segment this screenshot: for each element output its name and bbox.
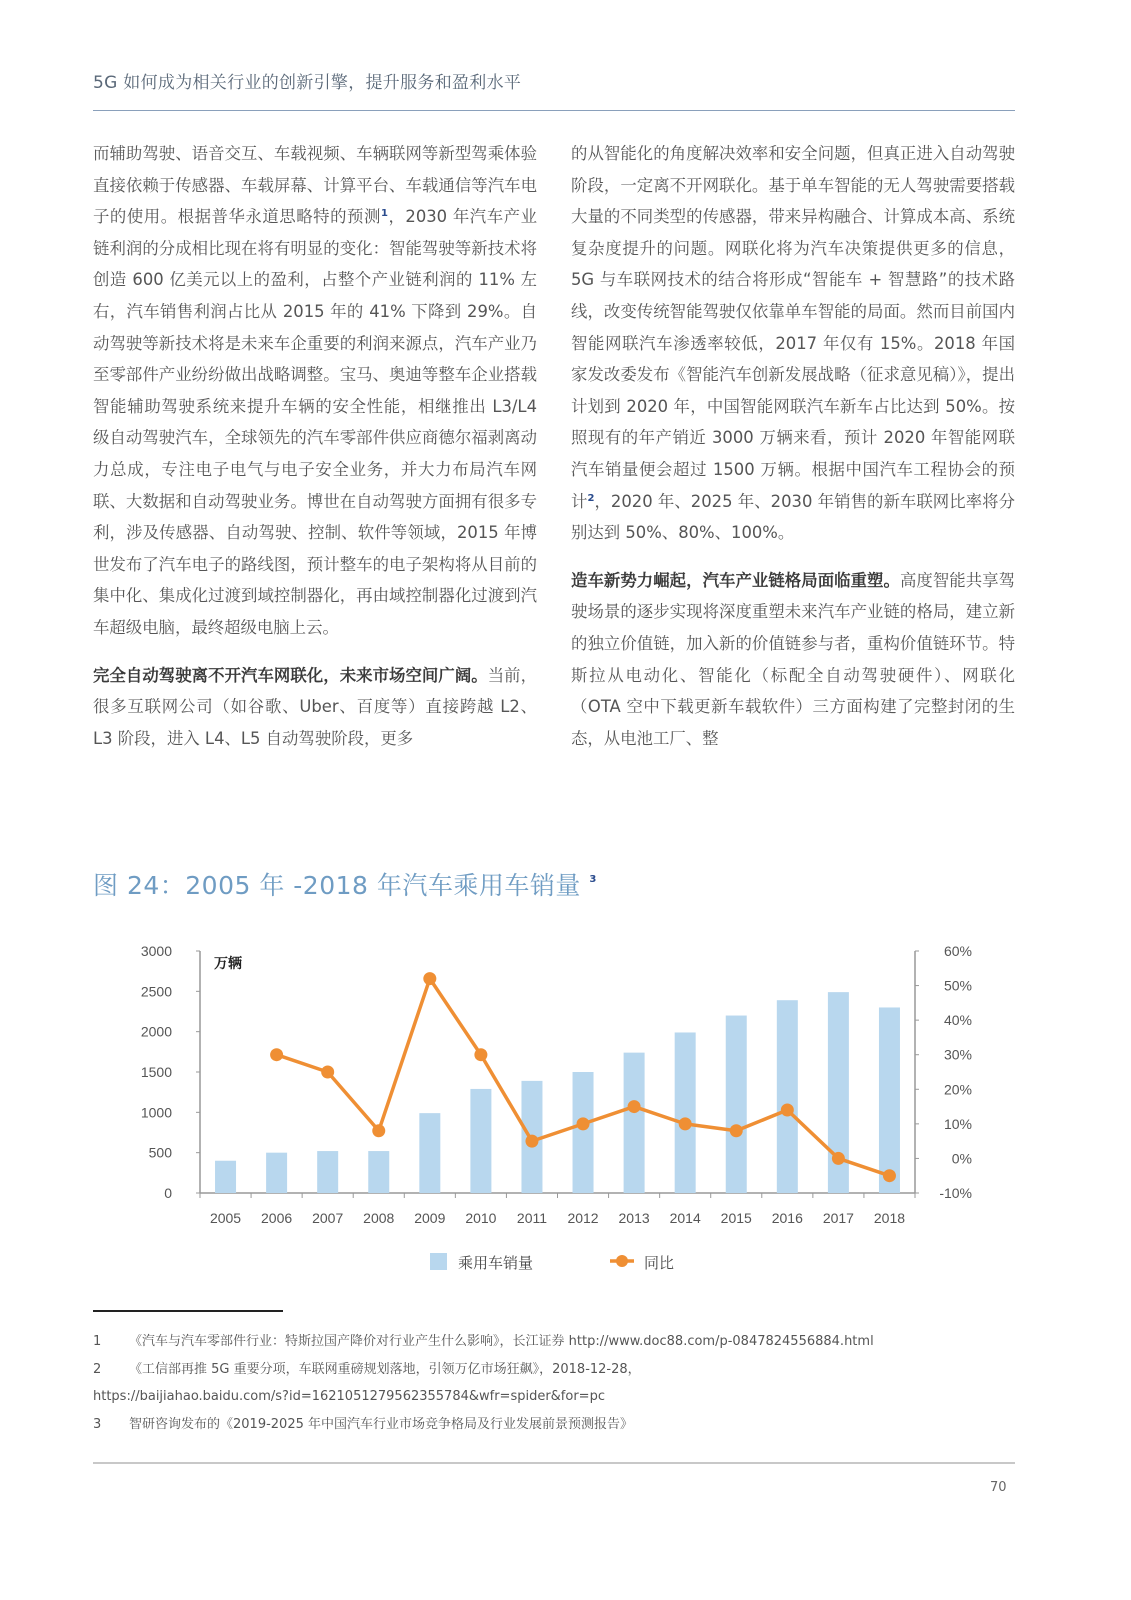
x-tick-label: 2012 bbox=[567, 1210, 599, 1226]
point-2014 bbox=[679, 1117, 692, 1130]
bar-2009 bbox=[419, 1113, 440, 1193]
body-column-right bbox=[571, 138, 1015, 770]
x-tick-label: 2011 bbox=[516, 1210, 548, 1226]
point-2009 bbox=[423, 972, 436, 985]
sales-chart bbox=[120, 930, 1020, 1290]
point-2013 bbox=[628, 1100, 641, 1113]
footer-divider bbox=[93, 1462, 1015, 1464]
paragraph-lead: 完全自动驾驶离不开汽车网联化，未来市场空间广阔。 bbox=[93, 665, 488, 685]
x-tick-label: 2014 bbox=[669, 1210, 701, 1226]
chart-axes bbox=[196, 951, 919, 1198]
x-tick-label: 2009 bbox=[414, 1210, 446, 1226]
point-2006 bbox=[270, 1048, 283, 1061]
bar-2016 bbox=[777, 1000, 798, 1193]
bar-2010 bbox=[470, 1089, 491, 1193]
point-2015 bbox=[730, 1124, 743, 1137]
chart-legend bbox=[430, 1253, 674, 1272]
legend-bar-label: 乘用车销量 bbox=[458, 1254, 534, 1272]
x-tick-label: 2010 bbox=[465, 1210, 497, 1226]
legend-line-marker bbox=[616, 1255, 628, 1267]
bar-2013 bbox=[624, 1053, 645, 1193]
left-tick-label: 3000 bbox=[140, 943, 172, 959]
footnote-2-url[interactable]: https://baijiahao.baidu.com/s?id=1621051279562355784&wfr=spider&for=pc bbox=[93, 1389, 605, 1404]
left-tick-label: 0 bbox=[164, 1185, 172, 1201]
bar-2018 bbox=[879, 1007, 900, 1193]
left-tick-label: 500 bbox=[148, 1144, 172, 1161]
point-2007 bbox=[321, 1066, 334, 1079]
footnote-2: 2 《工信部再推 5G 重要分项，车联网重磅规划落地，引领万亿市场狂飙》，2018-12-28， bbox=[93, 1361, 641, 1377]
right-tick-label: 0% bbox=[951, 1150, 972, 1167]
unit-label: 万辆 bbox=[214, 956, 242, 972]
point-2017 bbox=[832, 1152, 845, 1165]
footnote-divider bbox=[93, 1310, 283, 1312]
left-tick-label: 2500 bbox=[140, 983, 172, 1000]
right-tick-label: 30% bbox=[943, 1046, 972, 1063]
right-tick-label: 40% bbox=[943, 1012, 972, 1029]
page-number: 70 bbox=[990, 1480, 1007, 1495]
left-tick-label: 2000 bbox=[140, 1023, 172, 1040]
bar-2015 bbox=[726, 1016, 747, 1193]
paragraph: 造车新势力崛起，汽车产业链格局面临重塑。高度智能共享驾驶场景的逐步实现将深度重塑未来汽车产业链的格局，建立新的独立价值链，加入新的价值链参与者，重构价值链环节。特斯拉从电动化、智能化（标配全自动驾驶硬件）、网联化（OTA 空中下载更新车载软件）三方面构建了完整封闭的生态，从电池工厂、整 bbox=[571, 570, 1016, 748]
point-2016 bbox=[781, 1104, 794, 1117]
paragraph-lead: 造车新势力崛起，汽车产业链格局面临重塑。 bbox=[571, 570, 900, 590]
footnote-3: 3 智研咨询发布的《2019-2025 年中国汽车行业市场竞争格局及行业发展前景预测报告》 bbox=[93, 1416, 633, 1432]
legend-bar-swatch bbox=[430, 1253, 447, 1270]
left-tick-label: 1000 bbox=[140, 1104, 172, 1121]
paragraph: 的从智能化的角度解决效率和安全问题，但真正进入自动驾驶阶段，一定离不开网联化。基于单车智能的无人驾驶需要搭载大量的不同类型的传感器，带来异构融合、计算成本高、系统复杂度提升的问题。网联化将为汽车决策提供更多的信息，5G 与车联网技术的结合将形成“智能车 + 智慧路”的技术路线，改变传统智能驾驶仅依靠单车智能的局面。然而目前国内智能网联汽车渗透率较低，2017 年仅有 15%。2018 年国家发改委发布《智能汽车创新发展战略（征求意见稿）》，提出计划到 2020 年，中国智能网联汽车新车占比达到 50%。按照现有的年产销近 3000 万辆来看，预计 2020 年智能网联汽车销量便会超过 1500 万辆。根据中国汽车工程协会的预计$^2$，2020 年、2025 年、2030 年销售的新车联网比率将分别达到 50%、80%、100%。 bbox=[571, 144, 1015, 543]
x-tick-label: 2018 bbox=[873, 1210, 906, 1226]
x-tick-label: 2006 bbox=[261, 1210, 293, 1226]
footnote-ref[interactable]: 2 bbox=[587, 492, 595, 504]
point-2008 bbox=[372, 1124, 385, 1137]
bar-2008 bbox=[368, 1151, 389, 1193]
x-tick-label: 2015 bbox=[720, 1210, 752, 1226]
point-2011 bbox=[525, 1135, 538, 1148]
left-tick-label: 1500 bbox=[140, 1064, 172, 1080]
point-2018 bbox=[883, 1169, 896, 1182]
footnote-ref[interactable]: 1 bbox=[380, 208, 388, 220]
body-column-left bbox=[93, 138, 537, 770]
paragraph: 完全自动驾驶离不开汽车网联化，未来市场空间广阔。当前，很多互联网公司（如谷歌、Uber、百度等）直接跨越 L2、L3 阶段，进入 L4、L5 自动驾驶阶段，更多 bbox=[93, 665, 538, 748]
x-tick-label: 2008 bbox=[363, 1210, 395, 1226]
right-tick-label: -10% bbox=[939, 1185, 972, 1201]
bar-2012 bbox=[573, 1072, 594, 1193]
footnote-ref[interactable]: 3 bbox=[589, 874, 597, 885]
bar-series bbox=[215, 992, 900, 1193]
legend-line-label: 同比 bbox=[644, 1254, 675, 1272]
x-tick-label: 2005 bbox=[209, 1210, 242, 1226]
running-header: 5G 如何成为相关行业的创新引擎，提升服务和盈利水平 bbox=[93, 73, 522, 93]
point-2010 bbox=[474, 1048, 487, 1061]
figure-title: 图 24：2005 年 -2018 年汽车乘用车销量 $^3$ bbox=[93, 871, 597, 900]
bar-2014 bbox=[675, 1032, 696, 1193]
right-tick-label: 10% bbox=[943, 1115, 972, 1132]
bar-2006 bbox=[266, 1153, 287, 1193]
point-2012 bbox=[577, 1117, 590, 1130]
x-tick-label: 2007 bbox=[312, 1210, 344, 1226]
paragraph: 而辅助驾驶、语音交互、车载视频、车辆联网等新型驾乘体验直接依赖于传感器、车载屏幕、计算平台、车载通信等汽车电子的使用。根据普华永道思略特的预测$^1$，2030 年汽车产业链利润的分成相比现在将有明显的变化：智能驾驶等新技术将创造 600 亿美元以上的盈利，占整个产业链利润的 11% 左右，汽车销售利润占比从 2015 年的 41% 下降到 29%。自动驾驶等新技术将是未来车企重要的利润来源点，汽车产业乃至零部件产业纷纷做出战略调整。宝马、奥迪等整车企业搭载智能辅助驾驶系统来提升车辆的安全性能，相继推出 L3/L4 级自动驾驶汽车，全球领先的汽车零部件供应商德尔福剥离动力总成，专注电子电气与电子安全业务，并大力布局汽车网联、大数据和自动驾驶业务。博世在自动驾驶方面拥有很多专利，涉及传感器、自动驾驶、控制、软件等领域，2015 年博世发布了汽车电子的路线图，预计整车的电子架构将从目前的集中化、集成化过渡到域控制器化，再由域控制器化过渡到汽车超级电脑，最终超级电脑上云。 bbox=[93, 144, 537, 637]
x-tick-label: 2017 bbox=[822, 1210, 854, 1226]
header-divider bbox=[93, 110, 1015, 111]
right-tick-label: 50% bbox=[943, 977, 972, 994]
right-tick-label: 20% bbox=[943, 1081, 972, 1098]
footnote-1: 1 《汽车与汽车零部件行业：特斯拉国产降价对行业产生什么影响》，长江证券 http://www.doc88.com/p-0847824556884.html bbox=[93, 1334, 874, 1349]
x-tick-label: 2016 bbox=[771, 1210, 803, 1226]
x-tick-label: 2013 bbox=[618, 1210, 650, 1226]
bar-2007 bbox=[317, 1151, 338, 1193]
footnotes bbox=[93, 1328, 1023, 1438]
bar-2005 bbox=[215, 1161, 236, 1193]
right-tick-label: 60% bbox=[943, 943, 972, 959]
